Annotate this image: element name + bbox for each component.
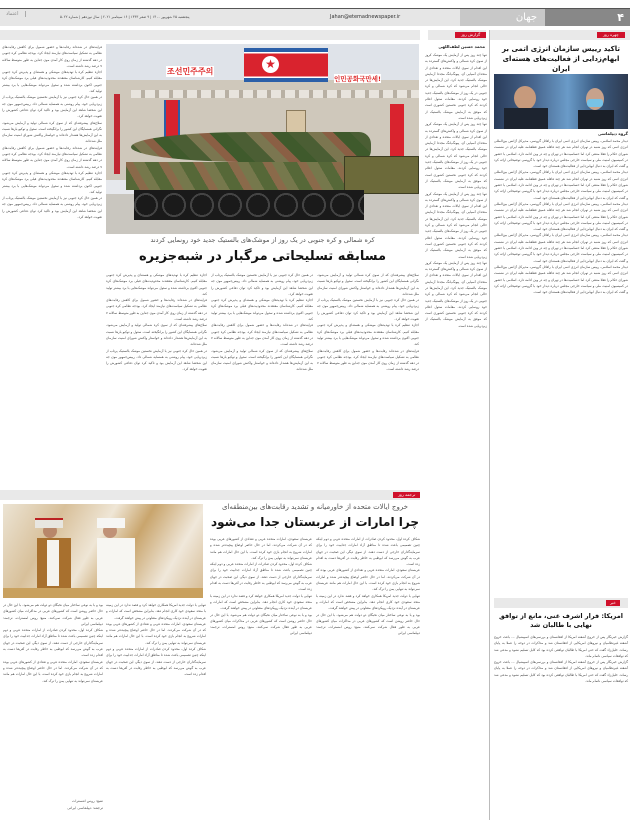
second-col-4-text-b: شکاف کرده اول، محدود کردن صادرات از امارات متحده عربی و دوم اینکه چنین تصمیمی باعث شده تا مناطق آزاد امارات جذابیت خود را برای سرمایه‌گذاران خارجی از دست دهند. از سوی دیگر، این صحبت در جهان عرب به گوش می‌رسد که ابوظبی به خاطر رقابت در آفریقا دست به اقدام زده است. (3, 628, 103, 658)
lead-col-4-text: فرایندهای در شده‌اند رقابت‌ها و حضور شمول برای کاهش رقابت‌های نظامی به تشکیل سیاست‌های نیازمند ایجاد کرد. بودجه نظامی کره جنوبی در دهه گذشته از زمان روی کار آمدن مون جه‌این به طور متوسط سالانه ۷ درصد رشد داشته است. (2, 45, 102, 68)
lead-col-1-text: سلاح‌های پیشرفته‌ای که از سوی کره شمالی تولید و آزمایش می‌شود، نگرانی همسایگان این کشور را برانگیخته است. سئول و توکیو بارها نسبت به این آزمایش‌ها هشدار داده‌اند و خواستار واکنش شورای امنیت سازمان ملل شده‌اند. (317, 273, 419, 296)
railing (3, 588, 203, 598)
second-col-1-text-d: بود و با به نوعی ساختار میان نخبگان دو دولت هم می‌شود. با این حال در حال حاضر روشن است که کشورهای عربی در مذاکرات میان کشورهای عربی به طور فعال شرکت نمی‌کنند. منبع: روس امسترات، ترجمه: دیپلماسی ایرانی (316, 612, 420, 636)
afghan-body (494, 634, 628, 814)
right-body (494, 138, 628, 588)
lead-col-4 (2, 44, 102, 484)
thobe-2 (97, 538, 135, 590)
missile-body (131, 132, 371, 162)
second-col-3 (106, 602, 206, 818)
second-col-1-text: شکاف کرده اول، محدود کردن صادرات از امارات متحده عربی و دوم اینکه چنین تصمیمی باعث شده تا مناطق آزاد امارات جذابیت خود را برای سرمایه‌گذاران خارجی از دست دهند. از سوی دیگر، این صحبت در جهان عرب به گوش می‌رسد که ابوظبی به خاطر رقابت در آفریقا دست به اقدام زده است. (316, 537, 420, 567)
newspaper-logo: اعتماد (6, 11, 26, 17)
lead-headline: مسابقه تسلیحاتی مرگبار در شبه‌جزیره (139, 249, 386, 264)
second-headline: چرا امارات از عربستان جدا می‌شود (210, 515, 420, 529)
second-col-2-text-d: بود و با به نوعی ساختار میان نخبگان دو دولت هم می‌شود. با این حال در حال حاضر روشن است که کشورهای عربی در مذاکرات میان کشورهای عربی به طور فعال شرکت نمی‌کنند. منبع: روس امسترات، ترجمه: دیپلماسی ایرانی (210, 612, 312, 636)
lead-col-4-text-c: در همین حال کره جنوبی نیز با آزمایش نخستین موشک بالستیک پرتاب از زیردریایی خود، پیام روشنی به همسایه شمالی داد. رییس‌جمهور مون جه این شخصا شاهد این آزمایش بود و تاکید کرد توان دفاعی کشورش را تقویت خواهد کرد. (2, 95, 102, 119)
lead-col-4-text-g: در همین حال کره جنوبی نیز با آزمایش نخستین موشک بالستیک پرتاب از زیردریایی خود، پیام روشنی به همسایه شمالی داد. رییس‌جمهور مون جه این شخصا شاهد این آزمایش بود و تاکید کرد توان دفاعی کشورش را تقویت خواهد کرد. (2, 196, 102, 220)
column-divider (489, 30, 490, 820)
second-col-3-text: تنهایی با دولت جدید امریکا همکاری خواهد کرد و قصد ندارد در این زمینه با متحد سعودی خود کاری انجام دهد. بنابراین مشخص است که امارات و عربستان در آینده نزدیک رویکردهای متفاوتی در پیش خواهند گرفت. (106, 603, 206, 620)
lead-col-2-text-b: اجازه تنظیم کره با تهدیدهای موشکی و هسته‌ای و پذیرش کره جنوبی مقابله کنیم. کارشناسان معتقدند محدودیت‌های قبلی برد موشک‌های کره جنوبی اکنون برداشته شده و سئول می‌تواند موشک‌هایی با برد بیشتر تولید کند. (211, 298, 313, 322)
lead-col-3-text-d: در همین حال کره جنوبی نیز با آزمایش نخستین موشک بالستیک پرتاب از زیردریایی خود، پیام روشنی به همسایه شمالی داد. رییس‌جمهور مون جه این شخصا شاهد این آزمایش بود و تاکید کرد توان دفاعی کشورش را تقویت خواهد کرد. (106, 348, 207, 372)
lead-col-1-text-c: اجازه تنظیم کره با تهدیدهای موشکی و هسته‌ای و پذیرش کره جنوبی مقابله کنیم. کارشناسان معتقدند محدودیت‌های قبلی برد موشک‌های کره جنوبی اکنون برداشته شده و سئول می‌تواند موشک‌هایی با برد بیشتر تولید کند. (317, 323, 419, 347)
tag-bar-left (0, 30, 420, 40)
tag-bar-translation (0, 490, 420, 500)
ghutra-red (35, 518, 63, 528)
translation-tag: ترجمه روز (393, 492, 420, 498)
second-col-2-text-b: شکاف کرده اول، محدود کردن صادرات از امارات متحده عربی و دوم اینکه چنین تصمیمی باعث شده تا مناطق آزاد امارات جذابیت خود را برای سرمایه‌گذاران خارجی از دست دهند. از سوی دیگر، این صحبت در جهان عرب به گوش می‌رسد که ابوظبی به خاطر رقابت در آفریقا دست به اقدام زده است. (210, 562, 312, 592)
report-body-text-cont: تنها چند روز پس از آزمایش یک موشک کروز از سوی کره شمالی و واکنش‌های گسترده به این اقدام از سوی ایالات متحده و تعدادی از متحدان آسیایی آن، پیونگ‌یانگ مجددا آزمایش موشک بالستیک جدید کرد. این آزمایش‌ها در حالی انجام می‌شود که کره شمالی و کره جنوبی در یک روز از موشک‌های بالستیک جدید خود رونمایی کردند. مقامات سئول اعلام کردند که کره جنوبی نخستین کشوری است که موفق به آزمایش موشک بالستیک از زیردریایی شده است. (425, 122, 487, 190)
second-subtitle: خروج ایالات متحده از خاورمیانه و تشدید رقابت‌های بین‌منطقه‌ای (221, 503, 409, 511)
right-headline: تاکید رییس سازمان انرژی اتمی بر ابهام‌زدایی از فعالیت‌های هسته‌ای ایران (502, 45, 620, 73)
lead-col-3-text: اجازه تنظیم کره با تهدیدهای موشکی و هسته‌ای و پذیرش کره جنوبی مقابله کنیم. کارشناسان معتقدند محدودیت‌های قبلی برد موشک‌های کره جنوبی اکنون برداشته شده و سئول می‌تواند موشک‌هایی با برد بیشتر تولید کند. (106, 273, 207, 296)
second-col-3-text-c: شکاف کرده اول، محدود کردن صادرات از امارات متحده عربی و دوم اینکه چنین تصمیمی باعث شده تا مناطق آزاد امارات جذابیت خود را برای سرمایه‌گذاران خارجی از دست دهند. از سوی دیگر، این صحبت در جهان عرب به گوش می‌رسد که ابوظبی به خاطر رقابت در آفریقا دست به اقدام زده است. (106, 647, 206, 677)
afghan-body-text: گزارش خبرنگار پس از خروج آشفته امریکا از افغانستان و بررسی‌های اسپیشیال ... باعث خروج آشفته غیرنظامیان و نیروهای امریکایی از افغانستان شد و مذاکرات در دوحه را عملا به پایان رساند. خلیل‌زاد گفت که حتی امریکا با طالبان توافقی کرده بود که کابل تسلیم نشود و مدعی شد که توافقات سیاسی ناتمام ماند. (494, 635, 628, 658)
mask (587, 99, 603, 107)
thobe-1 (47, 540, 59, 586)
second-col-1-text-b: عربستان سعودی، امارات متحده عربی و تعدادی از کشورهای عربی بوده که در آن شرکت می‌کردند. اما در حال حاضر اوضاع پیچیده‌تر شده و امارات شروع به انجام بازی خود کرده است. با این حال امارات هم مانند عربستان نمی‌تواند به تنهایی یمن را ترک کند. (316, 568, 420, 592)
star-icon: ★ (262, 56, 279, 73)
lead-col-3-text-c: سلاح‌های پیشرفته‌ای که از سوی کره شمالی تولید و آزمایش می‌شود، نگرانی همسایگان این کشور را برانگیخته است. سئول و توکیو بارها نسبت به این آزمایش‌ها هشدار داده‌اند و خواستار واکنش شورای امنیت سازمان ملل شده‌اند. (106, 323, 207, 347)
report-body-text-cont2: تنها چند روز پس از آزمایش یک موشک کروز از سوی کره شمالی و واکنش‌های گسترده به این اقدام از سوی ایالات متحده و تعدادی از متحدان آسیایی آن، پیونگ‌یانگ مجددا آزمایش موشک بالستیک جدید کرد. این آزمایش‌ها در حالی انجام می‌شود که کره شمالی و کره جنوبی در یک روز از موشک‌های بالستیک جدید خود رونمایی کردند. مقامات سئول اعلام کردند که کره جنوبی نخستین کشوری است که موفق به آزمایش موشک بالستیک از زیردریایی شده است. (425, 191, 487, 259)
page-number: ۴ (545, 9, 630, 26)
afghan-body-text-cont: گزارش خبرنگار پس از خروج آشفته امریکا از افغانستان و بررسی‌های اسپیشیال ... باعث خروج آشفته غیرنظامیان و نیروهای امریکایی از افغانستان شد و مذاکرات در دوحه را عملا به پایان رساند. خلیل‌زاد گفت که حتی امریکا با طالبان توافقی کرده بود که کابل تسلیم نشود و مدعی شد که توافقات سیاسی ناتمام ماند. (494, 660, 628, 684)
lead-col-2-text-c: فرایندهای در شده‌اند رقابت‌ها و حضور شمول برای کاهش رقابت‌های نظامی به تشکیل سیاست‌های نیازمند ایجاد کرد. بودجه نظامی کره جنوبی در دهه گذشته از زمان روی کار آمدن مون جه‌این به طور متوسط سالانه ۷ درصد رشد داشته است. (211, 323, 313, 347)
lead-col-4-text-f: اجازه تنظیم کره با تهدیدهای موشکی و هسته‌ای و پذیرش کره جنوبی مقابله کنیم. کارشناسان معتقدند محدودیت‌های قبلی برد موشک‌های کره جنوبی اکنون برداشته شده و سئول می‌تواند موشک‌هایی با برد بیشتر تولید کند. (2, 170, 102, 194)
translator-line: ترجمه: دیپلماسی ایرانی (67, 806, 103, 810)
section-email[interactable]: Jahan@etemadnewspaper.ir (330, 14, 401, 20)
nuclear-chief-photo (494, 74, 628, 129)
lead-subtitle: کره شمالی و کره جنوبی در یک روز از موشک‌های بالستیک جدید خود رونمایی کردند (150, 236, 375, 244)
report-body-text-cont3: تنها چند روز پس از آزمایش یک موشک کروز از سوی کره شمالی و واکنش‌های گسترده به این اقدام از سوی ایالات متحده و تعدادی از متحدان آسیایی آن، پیونگ‌یانگ مجددا آزمایش موشک بالستیک جدید کرد. این آزمایش‌ها در حالی انجام می‌شود که کره شمالی و کره جنوبی در یک روز از موشک‌های بالستیک جدید خود رونمایی کردند. مقامات سئول اعلام کردند که کره جنوبی نخستین کشوری است که موفق به آزمایش موشک بالستیک از زیردریایی شده است. (425, 260, 487, 328)
date-line: پنجشنبه ۲۵ شهریور ۱۴۰۰ | ۹ صفر ۱۴۴۳ | ۱۶ سپتامبر ۲۰۲۱ | سال نوزدهم | شماره ۵۰۲۲ (60, 15, 190, 19)
lead-col-3-text-b: فرایندهای در شده‌اند رقابت‌ها و حضور شمول برای کاهش رقابت‌های نظامی به تشکیل سیاست‌های نیازمند ایجاد کرد. بودجه نظامی کره جنوبی در دهه گذشته از زمان روی کار آمدن مون جه‌این به طور متوسط سالانه ۷ درصد رشد داشته است. (106, 298, 207, 322)
lead-col-1-text-b: در همین حال کره جنوبی نیز با آزمایش نخستین موشک بالستیک پرتاب از زیردریایی خود، پیام روشنی به همسایه شمالی داد. رییس‌جمهور مون جه این شخصا شاهد این آزمایش بود و تاکید کرد توان دفاعی کشورش را تقویت خواهد کرد. (317, 298, 419, 322)
second-col-4 (3, 602, 103, 792)
news-tag: خبر (606, 600, 620, 606)
korean-sign-right: 인민공화국만세! (334, 75, 381, 83)
second-col-3-text-b: عربستان سعودی، امارات متحده عربی و تعدادی از کشورهای عربی بوده که در آن شرکت می‌کردند. اما در حال حاضر اوضاع پیچیده‌تر شده و امارات شروع به انجام بازی خود کرده است. با این حال امارات هم مانند عربستان نمی‌تواند به تنهایی یمن را ترک کند. (106, 621, 206, 645)
lead-col-2-text: در همین حال کره جنوبی نیز با آزمایش نخستین موشک بالستیک پرتاب از زیردریایی خود، پیام روشنی به همسایه شمالی داد. رییس‌جمهور مون جه این شخصا شاهد این آزمایش بود و تاکید کرد توان دفاعی کشورش را تقویت خواهد کرد. (211, 273, 313, 296)
dprk-flag (244, 48, 328, 82)
leaders-photo (3, 504, 203, 598)
second-col-2 (210, 536, 312, 818)
lead-col-4-text-d: سلاح‌های پیشرفته‌ای که از سوی کره شمالی تولید و آزمایش می‌شود، نگرانی همسایگان این کشور را برانگیخته است. سئول و توکیو بارها نسبت به این آزمایش‌ها هشدار داده‌اند و خواستار واکنش شورای امنیت سازمان ملل شده‌اند. (2, 120, 102, 144)
truck-cab (344, 156, 419, 194)
lead-col-4-text-e: فرایندهای در شده‌اند رقابت‌ها و حضور شمول برای کاهش رقابت‌های نظامی به تشکیل سیاست‌های نیازمند ایجاد کرد. بودجه نظامی کره جنوبی در دهه گذشته از زمان روی کار آمدن مون جه‌این به طور متوسط سالانه ۷ درصد رشد داشته است. (2, 145, 102, 169)
lead-col-1 (317, 272, 419, 484)
right-body-text: دیدار محمد اسلامی، رییس سازمان انرژی اتمی ایران با رافائل گروسی، مدیرکل آژانس بین‌المللی انرژی اتمی که روز شنبه در تهران انجام شد هر چند فاقله عمیق قطعنامه علیه ایران در نشست شورای حکام را فعلا منتفی کرد اما حساسیت‌ها در تهران و چه در وین ادامه دارد. اسلامی با حضور در کمیسیون امنیت ملی و سیاست خارجی مجلس درباره دیدار خود با گروسی توضیحاتی ارائه کرد و گفت که ایران به دنبال ابهام‌زدایی از فعالیت‌های هسته‌ای خود است. (494, 139, 628, 169)
right-body-text-cont2: دیدار محمد اسلامی، رییس سازمان انرژی اتمی ایران با رافائل گروسی، مدیرکل آژانس بین‌المللی انرژی اتمی که روز شنبه در تهران انجام شد هر چند فاقله عمیق قطعنامه علیه ایران در نشست شورای حکام را فعلا منتفی کرد اما حساسیت‌ها در تهران و چه در وین ادامه دارد. اسلامی با حضور در کمیسیون امنیت ملی و سیاست خارجی مجلس درباره دیدار خود با گروسی توضیحاتی ارائه کرد و گفت که ایران به دنبال ابهام‌زدایی از فعالیت‌های هسته‌ای خود است. (494, 201, 628, 232)
second-col-2-text-c: تنهایی با دولت جدید امریکا همکاری خواهد کرد و قصد ندارد در این زمینه با متحد سعودی خود کاری انجام دهد. بنابراین مشخص است که امارات و عربستان در آینده نزدیک رویکردهای متفاوتی در پیش خواهند گرفت. (210, 593, 312, 611)
second-col-4-text: بود و با به نوعی ساختار میان نخبگان دو دولت هم می‌شود. با این حال در حال حاضر روشن است که کشورهای عربی در مذاکرات میان کشورهای عربی به طور فعال شرکت نمی‌کنند. منبع: روس امسترات، ترجمه: دیپلماسی ایرانی (3, 603, 103, 626)
right-body-text-cont3: دیدار محمد اسلامی، رییس سازمان انرژی اتمی ایران با رافائل گروسی، مدیرکل آژانس بین‌المللی انرژی اتمی که روز شنبه در تهران انجام شد هر چند فاقله عمیق قطعنامه علیه ایران در نشست شورای حکام را فعلا منتفی کرد اما حساسیت‌ها در تهران و چه در وین ادامه دارد. اسلامی با حضور در کمیسیون امنیت ملی و سیاست خارجی مجلس درباره دیدار خود با گروسی توضیحاتی ارائه کرد و گفت که ایران به دنبال ابهام‌زدایی از فعالیت‌های هسته‌ای خود است. (494, 233, 628, 263)
face-tag: چهره روز (597, 32, 625, 38)
wheels (134, 190, 364, 220)
second-col-2-text: عربستان سعودی، امارات متحده عربی و تعدادی از کشورهای عربی بوده که در آن شرکت می‌کردند. اما در حال حاضر اوضاع پیچیده‌تر شده و امارات شروع به انجام بازی خود کرده است. با این حال امارات هم مانند عربستان نمی‌تواند به تنهایی یمن را ترک کند. (210, 537, 312, 560)
lead-col-1-text-d: فرایندهای در شده‌اند رقابت‌ها و حضور شمول برای کاهش رقابت‌های نظامی به تشکیل سیاست‌های نیازمند ایجاد کرد. بودجه نظامی کره جنوبی در دهه گذشته از زمان روی کار آمدن مون جه‌این به طور متوسط سالانه ۷ درصد رشد داشته است. (317, 348, 419, 372)
ghutra-white (97, 518, 125, 528)
report-body-text: تنها چند روز پس از آزمایش یک موشک کروز از سوی کره شمالی و واکنش‌های گسترده به این اقدام از سوی ایالات متحده و تعدادی از متحدان آسیایی آن، پیونگ‌یانگ مجددا آزمایش موشک بالستیک جدید کرد. این آزمایش‌ها در حالی انجام می‌شود که کره شمالی و کره جنوبی در یک روز از موشک‌های بالستیک جدید خود رونمایی کردند. مقامات سئول اعلام کردند که کره جنوبی نخستین کشوری است که موفق به آزمایش موشک بالستیک از زیردریایی شده است. (425, 53, 487, 120)
suit-1 (504, 108, 548, 129)
right-body-text-cont4: دیدار محمد اسلامی، رییس سازمان انرژی اتمی ایران با رافائل گروسی، مدیرکل آژانس بین‌المللی انرژی اتمی که روز شنبه در تهران انجام شد هر چند فاقله عمیق قطعنامه علیه ایران در نشست شورای حکام را فعلا منتفی کرد اما حساسیت‌ها در تهران و چه در وین ادامه دارد. اسلامی با حضور در کمیسیون امنیت ملی و سیاست خارجی مجلس درباره دیدار خود با گروسی توضیحاتی ارائه کرد و گفت که ایران به دنبال ابهام‌زدایی از فعالیت‌های هسته‌ای خود است. (494, 264, 628, 295)
banner-far-left (114, 94, 120, 174)
right-body-text-cont: دیدار محمد اسلامی، رییس سازمان انرژی اتمی ایران با رافائل گروسی، مدیرکل آژانس بین‌المللی انرژی اتمی که روز شنبه در تهران انجام شد هر چند فاقله عمیق قطعنامه علیه ایران در نشست شورای حکام را فعلا منتفی کرد اما حساسیت‌ها در تهران و چه در وین ادامه دارد. اسلامی با حضور در کمیسیون امنیت ملی و سیاست خارجی مجلس درباره دیدار خود با گروسی توضیحاتی ارائه کرد و گفت که ایران به دنبال ابهام‌زدایی از فعالیت‌های هسته‌ای خود است. (494, 170, 628, 200)
korean-sign-left: 조선민주주의 (167, 67, 214, 76)
second-col-1 (316, 536, 420, 818)
report-byline: محمد حسین لطف‌اللهی (438, 44, 485, 49)
section-title: جهان (460, 9, 545, 26)
source-line: منبع: روس امسترات (72, 799, 103, 803)
report-body (425, 52, 487, 482)
lead-col-3 (106, 272, 207, 484)
lead-col-2 (211, 272, 313, 484)
banner-right (390, 104, 404, 164)
second-col-1-text-c: تنهایی با دولت جدید امریکا همکاری خواهد کرد و قصد ندارد در این زمینه با متحد سعودی خود کاری انجام دهد. بنابراین مشخص است که امارات و عربستان در آینده نزدیک رویکردهای متفاوتی در پیش خواهند گرفت. (316, 593, 420, 611)
suit-2 (578, 110, 614, 129)
lead-col-4-text-b: اجازه تنظیم کره با تهدیدهای موشکی و هسته‌ای و پذیرش کره جنوبی مقابله کنیم. کارشناسان معتقدند محدودیت‌های قبلی برد موشک‌های کره جنوبی اکنون برداشته شده و سئول می‌تواند موشک‌هایی با برد بیشتر تولید کند. (2, 70, 102, 94)
report-tag: گزارش روز (455, 32, 486, 38)
missile-parade-photo (106, 44, 419, 234)
building-windows (131, 90, 419, 98)
lead-col-2-text-d: سلاح‌های پیشرفته‌ای که از سوی کره شمالی تولید و آزمایش می‌شود، نگرانی همسایگان این کشور را برانگیخته است. سئول و توکیو بارها نسبت به این آزمایش‌ها هشدار داده‌اند و خواستار واکنش شورای امنیت سازمان ملل شده‌اند. (211, 348, 313, 372)
source-credit (3, 798, 103, 812)
second-col-4-text-c: عربستان سعودی، امارات متحده عربی و تعدادی از کشورهای عربی بوده که در آن شرکت می‌کردند. اما در حال حاضر اوضاع پیچیده‌تر شده و امارات شروع به انجام بازی خود کرده است. با این حال امارات هم مانند عربستان نمی‌تواند به تنهایی یمن را ترک کند. (3, 659, 103, 683)
face-1 (514, 86, 536, 110)
afghan-headline: امریکا: فرار اشرف غنی، مانع از توافق نهایی با طالبان شد (499, 612, 623, 629)
right-byline: گروه دیپلماسی (597, 131, 628, 136)
